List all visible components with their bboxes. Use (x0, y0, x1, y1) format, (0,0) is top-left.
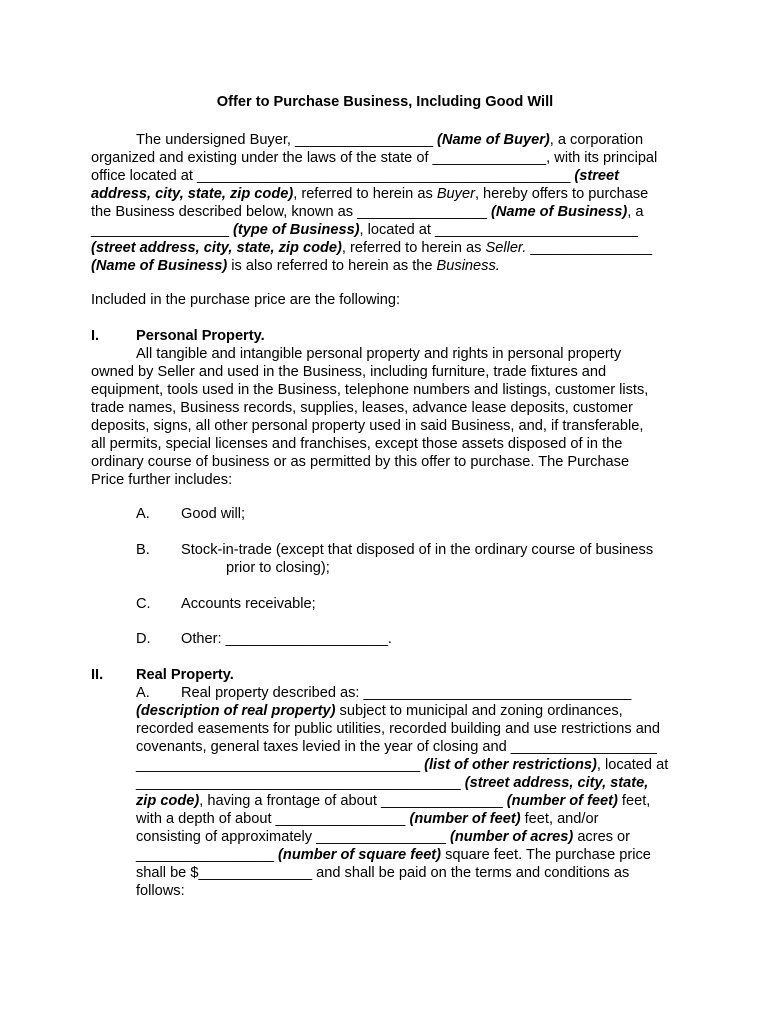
intro-line (91, 257, 500, 275)
text-run: _________________ (91, 222, 234, 238)
section-2-line (181, 684, 631, 702)
document-title: Offer to Purchase Business, Including Good Will (216, 94, 554, 110)
section-1-line: all permits, special licenses and franchises, except those assets disposed of in the (91, 436, 623, 452)
text-run: (number of acres) (450, 829, 574, 845)
text-run: square feet. The purchase price (441, 847, 651, 863)
intro-line (91, 185, 648, 203)
section-2-line (136, 882, 185, 900)
intro-line (91, 203, 644, 221)
text-run: (number of square feet) (278, 847, 442, 863)
text-run: Business. (436, 258, 500, 274)
text-run: the Business described below, known as ________________ (91, 204, 492, 220)
text-run: , a (627, 204, 644, 220)
text-run: Seller. (485, 240, 527, 256)
text-run: feet, (617, 793, 651, 809)
section-1-number: I. (91, 328, 100, 344)
text-run: subject to municipal and zoning ordinances, (335, 703, 623, 719)
item-letter: D. (136, 631, 151, 647)
text-run: , referred to herein as (293, 186, 437, 202)
text-run: is also referred to herein as the (227, 258, 437, 274)
item-text: Stock-in-trade (except that disposed of in the ordinary course of business (181, 542, 654, 558)
text-run: (list of other restrictions) (424, 757, 597, 773)
included-text: Included in the purchase price are the following: (91, 292, 401, 308)
text-run: with a depth of about ________________ (136, 811, 410, 827)
text-run: (Name of Buyer) (437, 132, 550, 148)
text-run: , hereby offers to purchase (474, 186, 649, 202)
text-run: feet, and/or (520, 811, 599, 827)
section-2-line (136, 810, 598, 828)
intro-line (136, 131, 643, 149)
section-2-heading: Real Property. (136, 667, 234, 683)
section-2-line (136, 864, 629, 882)
intro-line (91, 167, 619, 185)
text-run: ________________________________________ (136, 775, 465, 791)
section-2-line (136, 792, 650, 810)
text-run: (number of feet) (506, 793, 618, 809)
item-text: Other: ____________________. (181, 631, 392, 647)
text-run: (Name of Business) (491, 204, 628, 220)
text-run: zip code) (136, 793, 200, 809)
item-text-continued: prior to closing); (226, 560, 330, 576)
text-run: _______________ (526, 240, 653, 256)
text-run: organized and existing under the laws of the state of ______________, with its principal (91, 150, 658, 166)
section-2-line (136, 846, 651, 864)
item-letter: B. (136, 542, 150, 558)
section-1-line: trade names, Business records, supplies, leases, advance lease deposits, customer (91, 400, 633, 416)
text-run: (number of feet) (409, 811, 521, 827)
section-2-line (136, 756, 668, 774)
section-1-line: All tangible and intangible personal property and rights in personal property (136, 346, 622, 362)
text-run: (type of Business) (233, 222, 360, 238)
intro-line (91, 239, 652, 257)
text-run: office located at ______________________________________________ (91, 168, 575, 184)
section-2-item-letter: A. (136, 685, 150, 701)
text-run: , located at (596, 757, 669, 773)
text-run: (description of real property) (136, 703, 336, 719)
section-1-line: equipment, tools used in the Business, telephone numbers and listings, customer lists, (91, 382, 649, 398)
text-run: _________________ (136, 847, 279, 863)
text-run: Real property described as: _________________________________ (181, 685, 632, 701)
text-run: acres or (573, 829, 631, 845)
section-2-number: II. (91, 667, 104, 683)
section-1-heading: Personal Property. (136, 328, 265, 344)
text-run: , having a frontage of about _______________ (199, 793, 507, 809)
text-run: (street (574, 168, 620, 184)
text-run: consisting of approximately ________________ (136, 829, 450, 845)
text-run: The undersigned Buyer, _________________ (136, 132, 438, 148)
section-1-line: ordinary course of business or as permitted by this offer to purchase. The Purchase (91, 454, 630, 470)
section-1-line: deposits, signs, all other personal property used in said Business, and, if transferable, (91, 418, 644, 434)
text-run: , referred to herein as (341, 240, 486, 256)
section-2-line (136, 738, 657, 756)
item-letter: C. (136, 596, 151, 612)
text-run: address, city, state, zip code) (91, 186, 294, 202)
text-run: shall be $______________ and shall be paid on the terms and conditions as (136, 865, 630, 881)
text-run: , located at _________________________ (359, 222, 638, 238)
text-run: (street address, city, state, zip code) (91, 240, 342, 256)
section-2-line (136, 720, 660, 738)
item-letter: A. (136, 506, 150, 522)
section-2-line (136, 702, 623, 720)
intro-line (91, 149, 657, 167)
text-run: follows: (136, 883, 185, 899)
section-1-line: owned by Seller and used in the Business, including furniture, trade fixtures and (91, 364, 607, 380)
section-1-line: Price further includes: (91, 472, 233, 488)
text-run: recorded easements for public utilities, recorded building and use restrictions and (136, 721, 661, 737)
item-text: Good will; (181, 506, 246, 522)
text-run: , a corporation (549, 132, 644, 148)
text-run: (street address, city, state, (464, 775, 649, 791)
section-2-line (136, 828, 630, 846)
intro-line (91, 221, 638, 239)
text-run: (Name of Business) (91, 258, 228, 274)
section-2-line (136, 774, 648, 792)
text-run: Buyer (436, 186, 475, 202)
text-run: covenants, general taxes levied in the year of closing and __________________ (136, 739, 657, 755)
item-text: Accounts receivable; (181, 596, 316, 612)
text-run: ___________________________________ (136, 757, 425, 773)
